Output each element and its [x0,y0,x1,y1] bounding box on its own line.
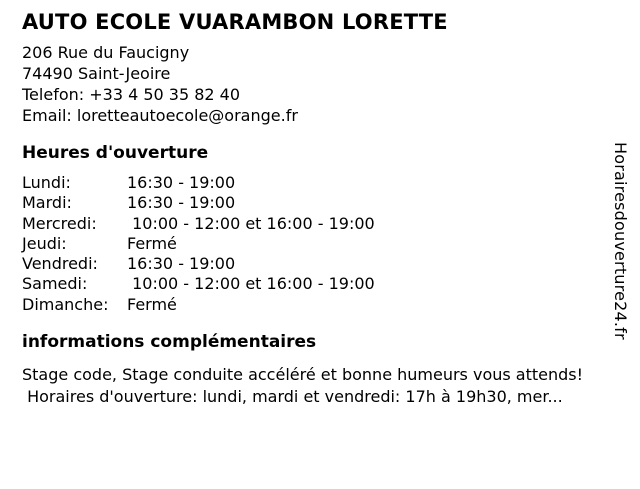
hours-row-tuesday [22,193,375,213]
hours-row-wednesday [22,214,375,234]
hours-row-thursday [22,234,375,254]
opening-hours-heading: Heures d'ouverture [22,143,209,163]
phone-line: Telefon: +33 4 50 35 82 40 [22,85,241,104]
hours-day: Mercredi: [22,213,97,233]
hours-time: Fermé [127,233,177,253]
hours-day: Samedi: [22,274,88,294]
hours-row-saturday [22,274,375,294]
hours-day: Jeudi: [22,233,67,253]
hours-row-monday [22,173,375,193]
email-line: Email: loretteautoecole@orange.fr [22,106,298,125]
hours-time: 16:30 - 19:00 [127,254,236,274]
hours-day: Vendredi: [22,254,98,274]
additional-info-heading: informations complémentaires [22,332,317,353]
address-line-2: 74490 Saint-Jeoire [22,64,171,83]
hours-row-friday [22,254,375,274]
hours-day: Mardi: [22,193,72,213]
additional-info-line-2: Horaires d'ouverture: lundi, mardi et vendredi: 17h à 19h30, mer... [22,387,563,407]
page-title: AUTO ECOLE VUARAMBON LORETTE [22,10,448,34]
contact-block [22,42,600,126]
address-line-1: 206 Rue du Faucigny [22,43,190,62]
hours-time: 10:00 - 12:00 et 16:00 - 19:00 [127,213,375,233]
additional-info-line-1: Stage code, Stage conduite accéléré et bonne humeurs vous attends! [22,365,584,385]
business-listing-page [0,9,640,408]
opening-hours-table [22,173,375,315]
hours-row-sunday [22,295,375,315]
hours-time: Fermé [127,294,177,314]
watermark-vertical-text: Horairesdouverture24.fr [611,142,630,340]
hours-time: 16:30 - 19:00 [127,193,236,213]
hours-day: Lundi: [22,173,71,192]
hours-time: 16:30 - 19:00 [127,173,236,192]
additional-info-text [22,364,600,408]
hours-day: Dimanche: [22,294,109,314]
hours-time: 10:00 - 12:00 et 16:00 - 19:00 [127,274,375,294]
